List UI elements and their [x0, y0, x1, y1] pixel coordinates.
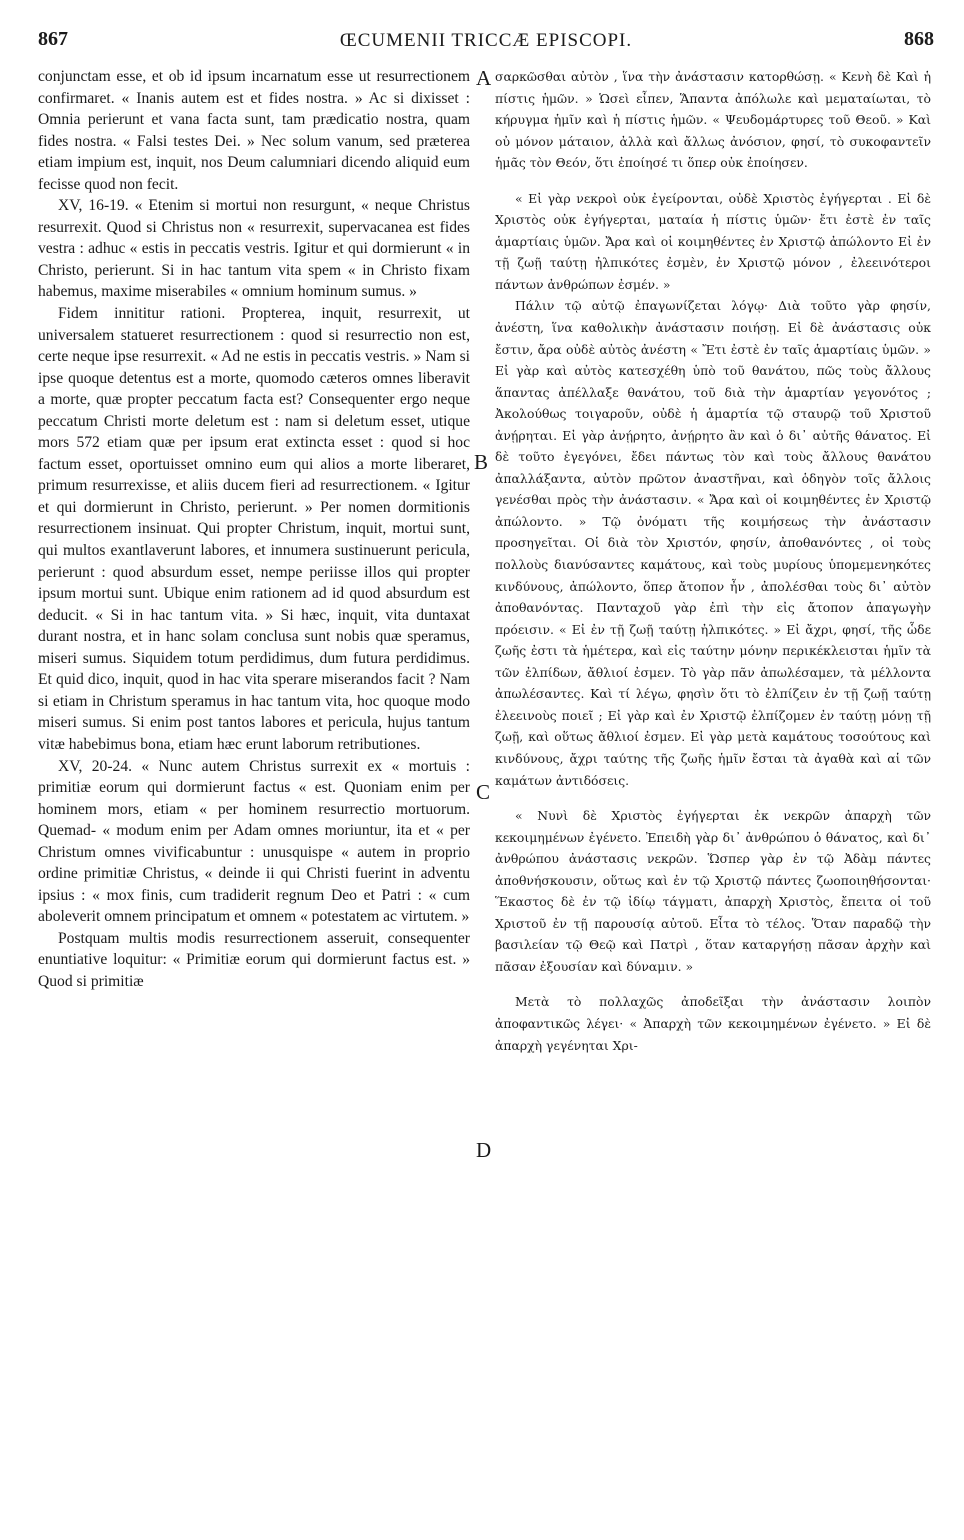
greek-column — [495, 66, 931, 1056]
latin-paragraph-3: Fidem innititur rationi. Propterea, inquit, resurrexit, ut universalem statueret resurrectionem : quod si resurrectio non est, certe neque ipse resurrexit. « Ad ne estis in peccatis vestris. » Nam si ipse quoque detentus est a morte, quomodo cæteros omnes liberavit a morte, quæ propter peccatum facta est? Consequenter ergo neque peccatum Christi morte deletum est : nam si deletum esset, utique mors 572 etiam quæ per ipsum erat extincta esset : quod si hoc factum esset, oportuisset omnino eum qui alios a morte liberaret, primum resurrexisse, et aliis ducem fieri ad resurrectionem. « Igitur et qui dormierunt in Christo, perierunt. » Per nomen dormitionis resurrectionem insinuat. Qui propter Christum, inquit, mortui sunt, qui multos exantlaverunt labores, et innumera sustinuerunt pericula, perierunt : quod absurdum esset, nempe periisse illos qui propter ipsum mortui sunt. Ubique enim rationem ad id quod absurdum est deducit. « Si in hac tantum vita. » Si hæc, inquit, vita duntaxat durant nostra, et in hanc solam conclusa sunt nobis quæ speramus, miseri sumus. Siquidem totum perdidimus, dum futura perdidimus. Et quid dico, inquit, quod in hac vita sperare miserandos facit ? Nam si etiam in Christum speramus in hac tantum vita, hoc quoque modo miseri sumus. Si enim post tantos labores et pericula, hujus tantum vitæ habebimus bona, etiam hæc erunt laborum retributiones. — [38, 305, 470, 753]
greek-paragraph-3: Πάλιν τῷ αὐτῷ ἐπαγωνίζεται λόγῳ· Διὰ τοῦτο γὰρ φησίν, ἀνέστη, ἵνα καθολικὴν ἀνάστασιν ποιήσῃ. Εἰ δὲ ἀνάστασις οὐκ ἔστιν, ἄρα οὐδὲ αὐτὸς ἀνέστη « Ἔτι ἐστὲ ἐν ταῖς ἁμαρτίαις ὑμῶν. » Εἰ γὰρ καὶ αὐτὸς κατεσχέθη ὑπὸ τοῦ θανάτου, πῶς τοὺς ἄλλους ἅπαντας ἀπέλλαξε θανάτου, τοῦ διὰ τὴν ἁμαρτίαν γεγονότος ; Ἀκολούθως τοιγαροῦν, οὐδὲ ἡ ἁμαρτία τῷ σταυρῷ τοῦ Χριστοῦ ἀνῄρηται. Εἰ γὰρ ἀνῄρητο, ἀνῄρητο ἂν καὶ ὁ δι᾽ αὐτῆς θάνατος. Εἰ δὲ τοῦτο ἐγεγόνει, ἔδει πάντως τὸν καὶ τοὺς ἄλλους θανάτου ἀπαλλάξαντα, αὐτὸν πρῶτον ἀναστῆναι, καὶ ὁδηγὸν τοῖς ἄλλοις γενέσθαι πρὸς τὴν ἀνάστασιν. « Ἄρα καὶ οἱ κοιμηθέντες ἐν Χριστῷ ἀπώλοντο. » Τῷ ὀνόματι τῆς κοιμήσεως τὴν ἀνάστασιν προσηγεῖται. Οἱ διὰ τὸν Χριστόν, φησίν, ἀποθανόντες , οἱ τοὺς πολλοὺς διανύσαντες καμάτους, καὶ τοὺς μυρίους ὑπομεμενηκότες κινδύνους, ἀπώλοντο, ὅπερ ἄτοπον ἦν , ἀπολέσθαι τοὺς δι᾽ αὐτὸν ἀποθανόντας. Πανταχοῦ γὰρ ἐπὶ τὴν εἰς ἄτοπον ἀπαγωγὴν πρόεισιν. « Εἰ ἐν τῇ ζωῇ ταύτῃ ἠλπικότες. » Εἰ ἄχρι, φησί, τῆς ὧδε ζωῆς ἐστι τὰ ἡμέτερα, καὶ εἰς ταύτην μόνην περικέκλεισται ἡμῖν τὰ τῶν ἐλπίδων, ἄθλιοί ἐσμεν. Τὸ γὰρ πᾶν ἀπωλέσαμεν, τὰ μέλλοντα ἀπωλέσαντες. Καὶ τί λέγω, φησὶν ὅτι τὸ ἐλπίζειν ἐν τῇ ζωῇ ταύτῃ ἐλεεινοὺς ποιεῖ ; Εἰ γὰρ καὶ ἐν Χριστῷ ἐλπίζομεν ἐν ταύτῃ μόνῃ τῇ ζωῇ, καὶ οὕτως ἄθλιοί ἐσμεν. Εἰ γὰρ μετὰ καμάτους τοσούτους καὶ κινδύνους, ἄχρι ταύτης τῆς ζωῆς ἡμῖν ἔσται τὰ ἀγαθὰ καὶ αἱ τῶν καμάτων ἀντιδόσεις. — [495, 298, 931, 788]
margin-marker-a: A — [476, 66, 492, 90]
page-number-left: 867 — [38, 28, 68, 50]
latin-column — [38, 66, 470, 993]
greek-paragraph-5: Μετὰ τὸ πολλαχῶς ἀποδεῖξαι τὴν ἀνάστασιν λοιπὸν ἀποφαντικῶς λέγει· « Ἀπαρχὴ τῶν κεκοιμημένων ἐγένετο. » Εἰ δὲ ἀπαρχὴ γεγένηται Χρι- — [495, 994, 931, 1053]
margin-marker-b: B — [474, 450, 489, 474]
latin-paragraph-1: conjunctam esse, et ob id ipsum incarnatum esse ut resurrectionem confirmaret. « Inanis autem est et fides nostra. » Ac si dixisset : Omnia perierunt et vana facta sunt, tam prædicatio nostra, quam fides nostra. « Falsi testes Dei. » Nec solum vanum, sed præterea etiam impium est, inquit, nos Deum calumniari dicendo aliquid eum fecisse quod non fecit. — [38, 68, 470, 193]
greek-paragraph-4: « Νυνὶ δὲ Χριστὸς ἐγήγερται ἐκ νεκρῶν ἀπαρχὴ τῶν κεκοιμημένων ἐγένετο. Ἐπειδὴ γὰρ δι᾽ ἀνθρώπου ὁ θάνατος, καὶ δι᾽ ἀνθρώπου ἀνάστασις νεκρῶν. Ὥσπερ γὰρ ἐν τῷ Ἀδὰμ πάντες ἀποθνήσκουσιν, οὕτως καὶ ἐν τῷ Χριστῷ πάντες ζωοποιηθήσονται· Ἕκαστος δὲ ἐν τῷ ἰδίῳ τάγματι, ἀπαρχὴ Χριστὸς, ἔπειτα οἱ τοῦ Χριστοῦ ἐν τῇ παρουσίᾳ αὐτοῦ. Εἶτα τὸ τέλος. Ὅταν παραδῷ τὴν βασιλείαν τῷ Θεῷ καὶ Πατρὶ , ὅταν καταργήσῃ πᾶσαν ἀρχὴν καὶ πᾶσαν ἐξουσίαν καὶ δύναμιν. » — [495, 808, 931, 974]
latin-paragraph-2: XV, 16-19. « Etenim si mortui non resurgunt, « neque Christus resurrexit. Quod si Christus non « resurrexit, supervacanea est fides vestra : adhuc « estis in peccatis vestris. Igitur et qui dormierunt « in Christo, perierunt. Si in hac tantum vita spem « in Christo fixam habemus, maxime miserabiles « omnium hominum sumus. » — [38, 197, 470, 301]
margin-marker-c: C — [476, 780, 491, 804]
page-header — [38, 28, 934, 62]
greek-paragraph-2: « Εἰ γὰρ νεκροὶ οὐκ ἐγείρονται, οὐδὲ Χριστὸς ἐγήγερται . Εἰ δὲ Χριστὸς οὐκ ἐγήγερται, ματαία ἡ πίστις ὑμῶν· ἔτι ἐστὲ ἐν ταῖς ἁμαρτίαις ὑμῶν. Ἄρα καὶ οἱ κοιμηθέντες ἐν Χριστῷ ἀπώλοντο Εἰ ἐν τῇ ζωῇ ταύτῃ ἠλπικότες ἐσμὲν, ἐν Χριστῷ μόνον , ἐλεεινότεροι πάντων ἀνθρώπων ἐσμέν. » — [495, 190, 931, 292]
page-number-right: 868 — [904, 28, 934, 50]
margin-marker-d: D — [476, 1138, 492, 1162]
greek-paragraph-1: σαρκῶσθαι αὐτὸν , ἵνα τὴν ἀνάστασιν κατορθώσῃ. « Κενὴ δὲ Καὶ ἡ πίστις ἡμῶν. » Ὡσεὶ εἶπεν, Ἅπαντα ἀπόλωλε καὶ μεματαίωται, τὸ κήρυγμα ἡμῖν καὶ ἡ πίστις ἡμῶν. « Ψευδομάρτυρες τοῦ Θεοῦ. » Καὶ οὐ μόνον μάταιον, ἀλλὰ καὶ ἄλλως ἀνόσιον, φησί, τὸ συκοφαντεῖν ἡμᾶς τὸν Θεόν, ὅτι ἐποίησέ τι ὅπερ οὐκ ἐποίησεν. — [495, 69, 931, 171]
running-title: ŒCUMENII TRICCÆ EPISCOPI. — [339, 30, 633, 51]
latin-paragraph-4: XV, 20-24. « Nunc autem Christus surrexit ex « mortuis : primitiæ eorum qui dormierunt factus « est. Quoniam enim per hominem mors, etiam « per hominem resurrectio mortuorum. Quemad- « modum enim per Adam omnes moriuntur, ita et « per Christum omnes vivificabuntur : unusquispe « autem in proprio ordine primitiæ Christus, « deinde ii qui Christi fuerint in adventu ipsius : « mox finis, cum tradiderit regnum Deo et Patri : « cum aboleverit omnem principatum et omnem « potestatem ac virtutem. » — [38, 757, 470, 926]
latin-paragraph-5: Postquam multis modis resurrectionem asseruit, consequenter enuntiative loquitur: « Primitiæ eorum qui dormierunt factus est. » Quod si primitiæ — [38, 929, 470, 990]
